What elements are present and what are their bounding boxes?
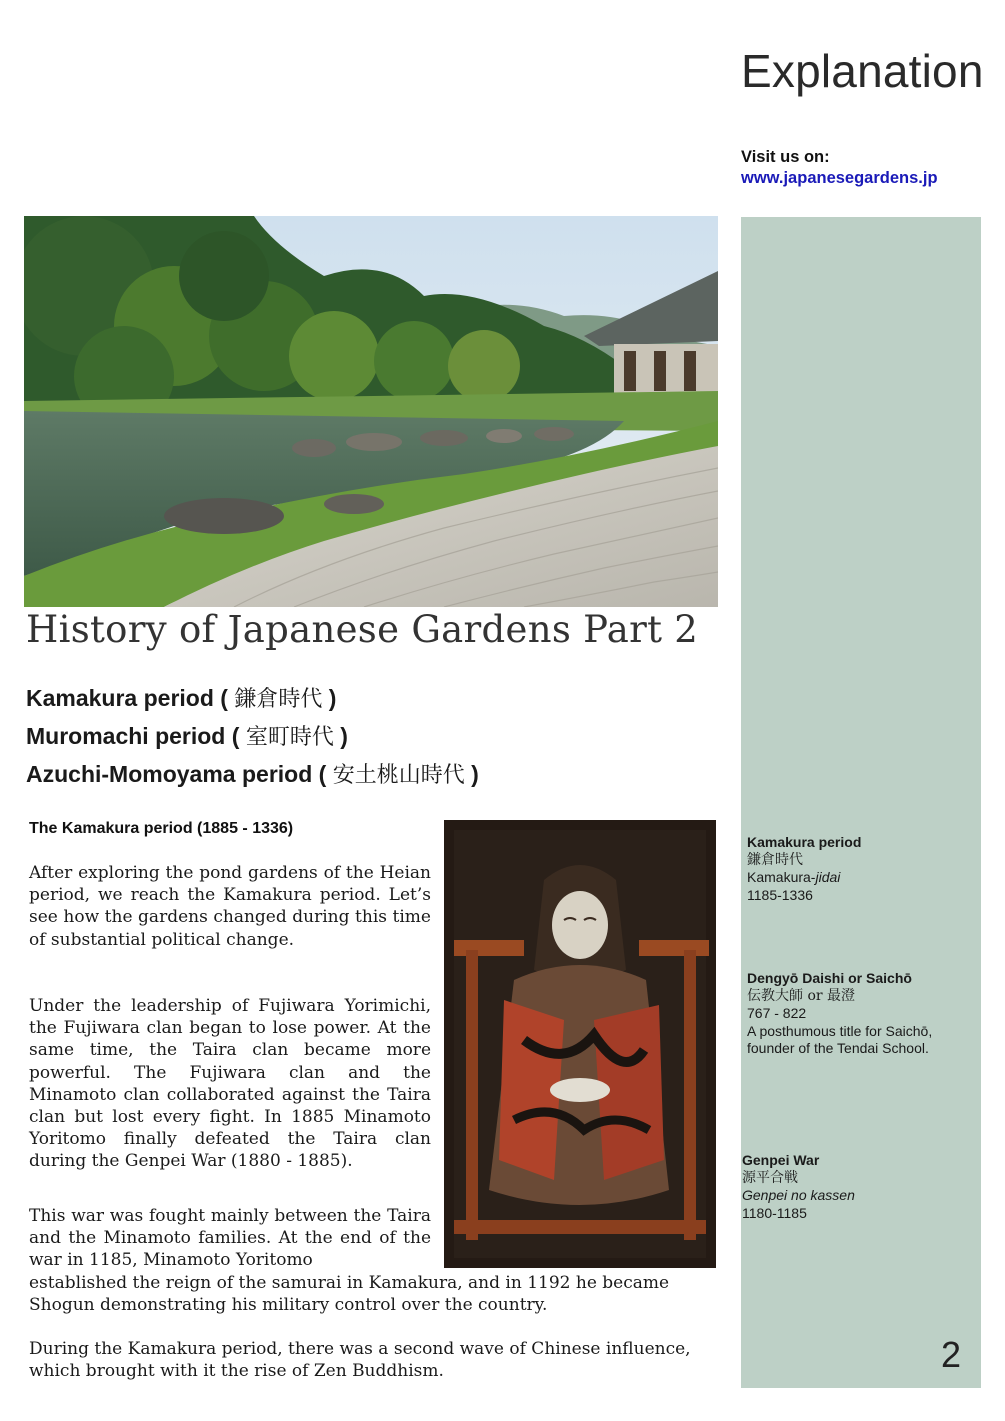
note-japanese: 伝教大師 or 最澄 [747, 987, 856, 1004]
visit-block [741, 147, 938, 189]
note-japanese: 鎌倉時代 [747, 851, 803, 868]
note-japanese: 源平合戦 [742, 1169, 798, 1186]
saicho-portrait [444, 820, 716, 1268]
note-title: Genpei War [742, 1152, 820, 1168]
sidebar-note-genpei [742, 1152, 855, 1222]
sidebar-note-kamakura [747, 834, 861, 904]
periods-list [26, 680, 479, 794]
paragraph-war-start: This war was fought mainly between the Taira and the Minamoto families. At the end of the war in 1185, Minamoto Yoritomo [29, 1206, 431, 1271]
note-romanization: Kamakura-jidai [747, 869, 841, 885]
note-years: 767 - 822 [747, 1005, 807, 1021]
note-years: 1185-1336 [747, 886, 813, 903]
garden-photo [24, 216, 718, 607]
sidebar-note-saicho [747, 970, 962, 1058]
section-heading: The Kamakura period (1885 - 1336) [29, 820, 294, 837]
period-muromachi: Muromachi period ( 室町時代 ) [26, 723, 348, 750]
period-kamakura: Kamakura period ( 鎌倉時代 ) [26, 685, 337, 712]
page-title: History of Japanese Gardens Part 2 [26, 608, 699, 651]
note-description: A posthumous title for Saichō, founder of the Tendai School. [747, 1022, 933, 1056]
paragraph-war-end: established the reign of the samurai in Kamakura, and in 1192 he became Shogun demonstrating his military control over the country. [29, 1273, 670, 1316]
paragraph-intro: After exploring the pond gardens of the Heian period, we reach the Kamakura period. Let’s see how the gardens changed during this time of substantial political change. [29, 863, 431, 950]
paragraph-zen: During the Kamakura period, there was a second wave of Chinese influence, which brought with it the rise of Zen Buddhism. [29, 1339, 691, 1382]
website-link[interactable]: www.japanesegardens.jp [741, 169, 938, 187]
visit-label: Visit us on: [741, 148, 830, 166]
explanation-heading: Explanation [741, 45, 984, 97]
page-number: 2 [941, 1334, 962, 1375]
note-romanization: Genpei no kassen [742, 1187, 855, 1203]
note-title: Dengyō Daishi or Saichō [747, 970, 912, 986]
note-title: Kamakura period [747, 834, 862, 850]
paragraph-fujiwara: Under the leadership of Fujiwara Yorimichi, the Fujiwara clan began to lose power. At the same time, the Taira clan became more powerful. The Fujiwara clan and the Minamoto clan collaborated against the Taira clan but lost every fight. In 1885 Minamoto Yoritomo finally defeated the Taira clan during the Genpei War (1880 - 1885). [29, 996, 431, 1172]
period-azuchi-momoyama: Azuchi-Momoyama period ( 安土桃山時代 ) [26, 761, 479, 788]
note-years: 1180-1185 [742, 1204, 807, 1221]
